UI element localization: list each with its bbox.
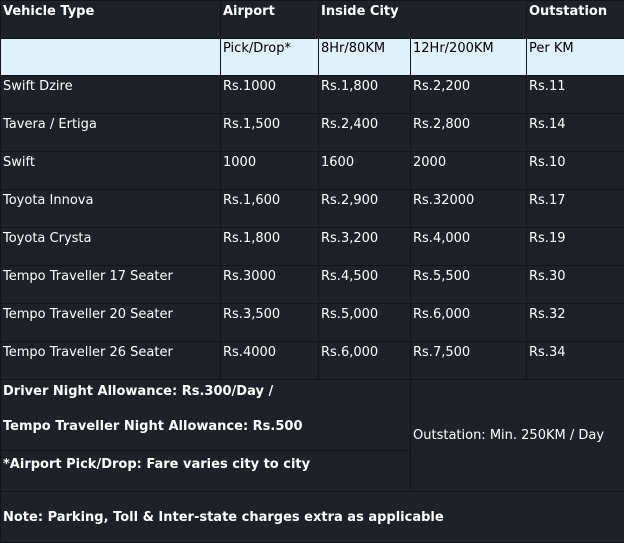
cell-airport: Rs.3,500 (221, 304, 319, 342)
header-outstation: Outstation (527, 1, 624, 39)
cell-outstation: Rs.34 (527, 342, 624, 380)
cell-city-8hr: Rs.1,800 (319, 76, 411, 114)
table-row (1, 190, 624, 228)
cell-city-12hr: Rs.7,500 (411, 342, 527, 380)
cell-city-8hr: Rs.3,200 (319, 228, 411, 266)
table-row (1, 304, 624, 342)
table-row (1, 228, 624, 266)
cell-vehicle: Toyota Crysta (1, 228, 221, 266)
cell-vehicle: Tavera / Ertiga (1, 114, 221, 152)
cell-outstation: Rs.30 (527, 266, 624, 304)
cell-city-12hr: Rs.4,000 (411, 228, 527, 266)
cell-city-12hr: Rs.32000 (411, 190, 527, 228)
note-row (1, 492, 624, 543)
cell-city-8hr: Rs.6,000 (319, 342, 411, 380)
cell-outstation: Rs.17 (527, 190, 624, 228)
driver-night-allowance: Driver Night Allowance: Rs.300/Day / (3, 382, 408, 416)
cell-outstation: Rs.14 (527, 114, 624, 152)
table-row (1, 342, 624, 380)
header-airport: Airport (221, 1, 319, 39)
cell-city-12hr: Rs.2,200 (411, 76, 527, 114)
table-row (1, 266, 624, 304)
cell-vehicle: Swift Dzire (1, 76, 221, 114)
subheader-row (1, 39, 624, 76)
cell-airport: Rs.1,600 (221, 190, 319, 228)
cell-outstation: Rs.11 (527, 76, 624, 114)
cell-city-8hr: Rs.2,900 (319, 190, 411, 228)
airport-note: *Airport Pick/Drop: Fare varies city to city (1, 451, 411, 492)
cell-vehicle: Tempo Traveller 26 Seater (1, 342, 221, 380)
allowance-row (1, 380, 624, 451)
subheader-city-8hr: 8Hr/80KM (319, 39, 411, 76)
cell-city-8hr: Rs.5,000 (319, 304, 411, 342)
cell-city-8hr: Rs.4,500 (319, 266, 411, 304)
cell-airport: 1000 (221, 152, 319, 190)
header-inside-city: Inside City (319, 1, 527, 39)
cell-airport: Rs.1000 (221, 76, 319, 114)
table-row (1, 114, 624, 152)
cell-vehicle: Swift (1, 152, 221, 190)
cell-city-12hr: Rs.5,500 (411, 266, 527, 304)
night-allowance-cell (1, 380, 411, 451)
cell-vehicle: Tempo Traveller 20 Seater (1, 304, 221, 342)
cell-outstation: Rs.32 (527, 304, 624, 342)
cell-vehicle: Toyota Innova (1, 190, 221, 228)
header-row (1, 1, 624, 39)
header-vehicle-type: Vehicle Type (1, 1, 221, 39)
charges-note: Note: Parking, Toll & Inter-state charges extra as applicable (1, 492, 624, 543)
cell-vehicle: Tempo Traveller 17 Seater (1, 266, 221, 304)
cell-airport: Rs.1,500 (221, 114, 319, 152)
cell-airport: Rs.3000 (221, 266, 319, 304)
subheader-airport: Pick/Drop* (221, 39, 319, 76)
cell-outstation: Rs.19 (527, 228, 624, 266)
tempo-night-allowance: Tempo Traveller Night Allowance: Rs.500 (3, 416, 408, 450)
subheader-city-12hr: 12Hr/200KM (411, 39, 527, 76)
cell-city-8hr: 1600 (319, 152, 411, 190)
table-row (1, 152, 624, 190)
cell-airport: Rs.4000 (221, 342, 319, 380)
cell-city-12hr: Rs.6,000 (411, 304, 527, 342)
cell-outstation: Rs.10 (527, 152, 624, 190)
cell-city-8hr: Rs.2,400 (319, 114, 411, 152)
cell-city-12hr: 2000 (411, 152, 527, 190)
table-row (1, 76, 624, 114)
cell-airport: Rs.1,800 (221, 228, 319, 266)
subheader-outstation: Per KM (527, 39, 624, 76)
subheader-blank (1, 39, 221, 76)
cell-city-12hr: Rs.2,800 (411, 114, 527, 152)
outstation-min-cell: Outstation: Min. 250KM / Day (411, 380, 624, 492)
